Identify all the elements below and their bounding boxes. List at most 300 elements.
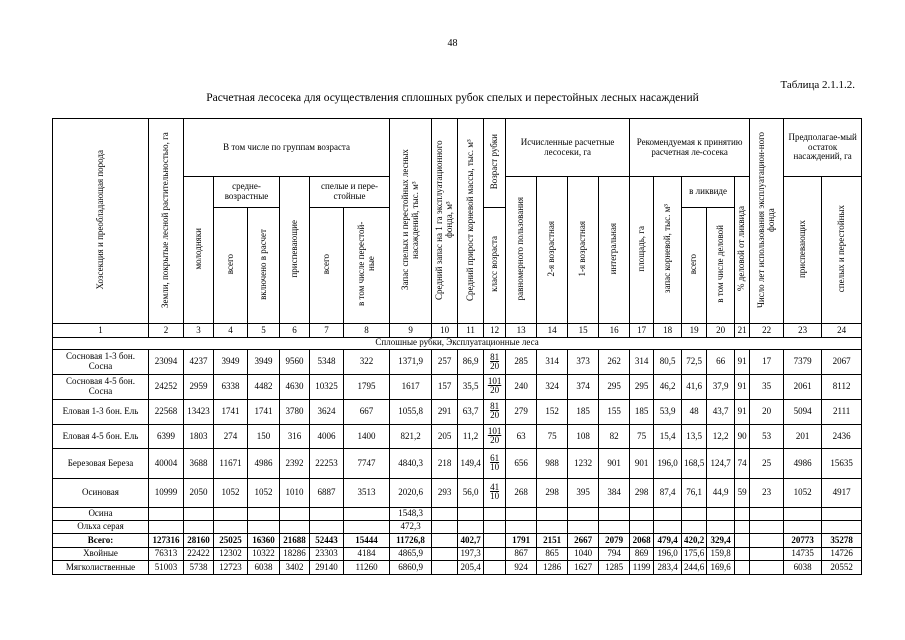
table-cell: 472,3 xyxy=(390,520,432,533)
table-cell: 197,3 xyxy=(458,547,484,560)
column-number: 14 xyxy=(537,324,568,337)
table-cell xyxy=(599,520,630,533)
table-cell: 314 xyxy=(630,350,654,375)
age-class-denominator: 20 xyxy=(490,360,500,371)
row-label: Ольха серая xyxy=(53,520,149,533)
table-cell: 91 xyxy=(735,399,750,424)
table-cell: 8112 xyxy=(822,374,862,399)
table-cell xyxy=(184,520,214,533)
table-cell: 14735 xyxy=(784,547,822,560)
column-number: 22 xyxy=(750,324,784,337)
column-number: 13 xyxy=(506,324,537,337)
table-cell: 1040 xyxy=(568,547,599,560)
table-cell: 3688 xyxy=(184,449,214,478)
header-prispevayushchie: приспевающие xyxy=(280,177,310,324)
table-cell: 1791 xyxy=(506,534,537,547)
table-cell: 2067 xyxy=(822,350,862,375)
table-cell: 6399 xyxy=(149,424,184,449)
column-number: 4 xyxy=(214,324,248,337)
table-cell: 1232 xyxy=(568,449,599,478)
table-cell xyxy=(707,520,735,533)
table-cell xyxy=(735,507,750,520)
header-srednevozrastnye: средне-возрастные xyxy=(214,177,280,208)
table-cell: 29140 xyxy=(310,561,344,575)
row-label: Еловая 1-3 бон. Ель xyxy=(53,399,149,424)
table-cell xyxy=(310,520,344,533)
section-label: Сплошные рубки, Эксплуатационные леса xyxy=(53,337,862,349)
row-label: Осиновая xyxy=(53,478,149,507)
table-cell: 23094 xyxy=(149,350,184,375)
table-cell: 262 xyxy=(599,350,630,375)
column-number: 21 xyxy=(735,324,750,337)
table-cell: 4630 xyxy=(280,374,310,399)
column-number: 10 xyxy=(432,324,458,337)
table-cell: 53 xyxy=(750,424,784,449)
table-cell: 2020,6 xyxy=(390,478,432,507)
header-sv-vsego: всего xyxy=(214,208,248,324)
table-cell: 479,4 xyxy=(654,534,682,547)
table-cell: 1052 xyxy=(248,478,280,507)
table-cell: 22422 xyxy=(184,547,214,560)
table-cell: 298 xyxy=(630,478,654,507)
table-cell: 9560 xyxy=(280,350,310,375)
table-cell xyxy=(735,561,750,575)
table-cell xyxy=(458,507,484,520)
column-number: 15 xyxy=(568,324,599,337)
table-cell: 168,5 xyxy=(682,449,707,478)
row-label: Сосновая 1-3 бон. Сосна xyxy=(53,350,149,375)
table-cell: 293 xyxy=(432,478,458,507)
table-cell: 4986 xyxy=(784,449,822,478)
age-fraction xyxy=(488,377,502,395)
table-cell: 3513 xyxy=(344,478,390,507)
table-cell: 2061 xyxy=(784,374,822,399)
table-cell: 13,5 xyxy=(682,424,707,449)
table-cell: 41,6 xyxy=(682,374,707,399)
table-cell: 91 xyxy=(735,374,750,399)
header-ploshchad: площадь, га xyxy=(630,177,654,324)
table-cell: 3780 xyxy=(280,399,310,424)
table-cell: 205 xyxy=(432,424,458,449)
table-cell: 152 xyxy=(537,399,568,424)
table-cell: 185 xyxy=(568,399,599,424)
header-perestoynye: в том числе перестой-ные xyxy=(344,208,390,324)
header-delovoy: в том числе деловой xyxy=(707,208,735,324)
table-cell: 4865,9 xyxy=(390,547,432,560)
age-class-denominator: 10 xyxy=(490,462,500,473)
table-cell: 76313 xyxy=(149,547,184,560)
header-molodnyaki: молодняки xyxy=(184,177,214,324)
table-cell: 865 xyxy=(537,547,568,560)
table-cell: 1055,8 xyxy=(390,399,432,424)
header-integralnaya: интегральная xyxy=(599,177,630,324)
table-cell xyxy=(184,507,214,520)
table-cell xyxy=(432,534,458,547)
table-cell: 18286 xyxy=(280,547,310,560)
extra-row xyxy=(53,507,862,520)
table-cell xyxy=(149,520,184,533)
table-cell: 1627 xyxy=(568,561,599,575)
table-cell: 196,0 xyxy=(654,449,682,478)
age-class-cell xyxy=(484,478,506,507)
header-ostatok: Предполагае-мый остаток насаждений, га xyxy=(784,119,862,177)
data-row xyxy=(53,350,862,375)
age-class-numerator: 101 xyxy=(487,376,502,387)
table-cell: 12723 xyxy=(214,561,248,575)
table-cell: 794 xyxy=(599,547,630,560)
table-cell: 4986 xyxy=(248,449,280,478)
header-klass-vozrasta: класс возраста xyxy=(484,208,506,324)
table-cell: 22253 xyxy=(310,449,344,478)
data-row xyxy=(53,424,862,449)
table-cell: 1803 xyxy=(184,424,214,449)
table-cell: 16360 xyxy=(248,534,280,547)
header-hozsekciya: Хозсекция и преобладающая порода xyxy=(53,119,149,324)
table-cell xyxy=(822,520,862,533)
age-class-cell xyxy=(484,547,506,560)
table-cell xyxy=(280,507,310,520)
table-cell xyxy=(750,520,784,533)
table-cell: 1617 xyxy=(390,374,432,399)
table-cell: 279 xyxy=(506,399,537,424)
table-cell: 37,9 xyxy=(707,374,735,399)
table-cell: 6038 xyxy=(248,561,280,575)
table-cell: 196,0 xyxy=(654,547,682,560)
row-label: Березовая Береза xyxy=(53,449,149,478)
table-cell: 4237 xyxy=(184,350,214,375)
table-cell: 2079 xyxy=(599,534,630,547)
table-cell xyxy=(735,547,750,560)
table-cell: 298 xyxy=(537,478,568,507)
table-cell: 48 xyxy=(682,399,707,424)
row-label: Всего: xyxy=(53,534,149,547)
column-number: 6 xyxy=(280,324,310,337)
header-vklyucheno: включено в расчет xyxy=(248,208,280,324)
header-sredniy-zapas: Средний запас на 1 га эксплуатационного фонда, м³ xyxy=(432,119,458,324)
table-cell: 1795 xyxy=(344,374,390,399)
table-cell xyxy=(822,507,862,520)
age-class-denominator: 20 xyxy=(490,385,500,396)
table-cell: 1285 xyxy=(599,561,630,575)
table-cell: 20 xyxy=(750,399,784,424)
age-fraction xyxy=(490,353,499,371)
table-title: Расчетная лесосека для осуществления сплошных рубок спелых и перестойных лесных насаждений xyxy=(206,92,699,104)
table-cell: 6038 xyxy=(784,561,822,575)
header-procent-delovoy: % деловой от ликвида xyxy=(735,177,750,324)
table-cell xyxy=(750,547,784,560)
table-cell: 1548,3 xyxy=(390,507,432,520)
table-cell: 35278 xyxy=(822,534,862,547)
age-class-denominator: 10 xyxy=(490,491,500,502)
table-cell: 86,9 xyxy=(458,350,484,375)
extra-row xyxy=(53,520,862,533)
column-number: 18 xyxy=(654,324,682,337)
table-cell: 5738 xyxy=(184,561,214,575)
header-prispevayushchih: приспевающих xyxy=(784,177,822,324)
table-cell: 373 xyxy=(568,350,599,375)
table-cell: 283,4 xyxy=(654,561,682,575)
table-cell: 395 xyxy=(568,478,599,507)
age-class-cell xyxy=(484,561,506,575)
column-number: 23 xyxy=(784,324,822,337)
table-cell: 159,8 xyxy=(707,547,735,560)
table-cell: 63,7 xyxy=(458,399,484,424)
header-sredniy-prirost: Средний прирост корневой массы, тыс. м³ xyxy=(458,119,484,324)
table-cell: 901 xyxy=(630,449,654,478)
header-ischislennye: Исчисленные расчетные лесосеки, га xyxy=(506,119,630,177)
table-cell: 5094 xyxy=(784,399,822,424)
table-cell: 63 xyxy=(506,424,537,449)
table-cell: 22568 xyxy=(149,399,184,424)
table-cell: 72,5 xyxy=(682,350,707,375)
table-cell xyxy=(432,561,458,575)
table-cell xyxy=(214,520,248,533)
table-cell xyxy=(506,520,537,533)
table-cell: 12,2 xyxy=(707,424,735,449)
table-cell: 66 xyxy=(707,350,735,375)
table-cell: 15444 xyxy=(344,534,390,547)
table-cell xyxy=(248,507,280,520)
table-cell: 7379 xyxy=(784,350,822,375)
table-cell: 24252 xyxy=(149,374,184,399)
table-cell: 420,2 xyxy=(682,534,707,547)
table-cell: 268 xyxy=(506,478,537,507)
table-cell: 5348 xyxy=(310,350,344,375)
table-cell: 74 xyxy=(735,449,750,478)
data-row xyxy=(53,478,862,507)
row-label: Еловая 4-5 бон. Ель xyxy=(53,424,149,449)
page-number: 48 xyxy=(447,38,458,49)
table-cell xyxy=(149,507,184,520)
column-number: 11 xyxy=(458,324,484,337)
table-cell: 6887 xyxy=(310,478,344,507)
table-cell xyxy=(735,520,750,533)
table-cell: 3624 xyxy=(310,399,344,424)
table-cell: 322 xyxy=(344,350,390,375)
data-row xyxy=(53,399,862,424)
header-zapas-spelyh: Запас спелых и перестойных лесных насаждений, тыс. м³ xyxy=(390,119,432,324)
table-cell: 869 xyxy=(630,547,654,560)
table-cell: 7747 xyxy=(344,449,390,478)
table-cell: 4184 xyxy=(344,547,390,560)
column-number: 19 xyxy=(682,324,707,337)
age-class-cell xyxy=(484,534,506,547)
table-cell: 201 xyxy=(784,424,822,449)
table-cell: 17 xyxy=(750,350,784,375)
header-spelye-perestoynye: спелые и пере-стойные xyxy=(310,177,390,208)
table-cell: 15635 xyxy=(822,449,862,478)
age-fraction xyxy=(490,454,499,472)
table-cell xyxy=(214,507,248,520)
table-cell: 1371,9 xyxy=(390,350,432,375)
table-cell: 4840,3 xyxy=(390,449,432,478)
header-spelyh-perestoynyh: спелых и перестойных xyxy=(822,177,862,324)
column-number: 24 xyxy=(822,324,862,337)
table-cell: 2667 xyxy=(568,534,599,547)
table-cell: 295 xyxy=(599,374,630,399)
table-cell: 1052 xyxy=(214,478,248,507)
column-numbers-row xyxy=(53,324,862,337)
table-cell: 1286 xyxy=(537,561,568,575)
table-cell: 324 xyxy=(537,374,568,399)
age-class-numerator: 101 xyxy=(487,426,502,437)
table-cell xyxy=(750,507,784,520)
header-2-vozrastnaya: 2-я возрастная xyxy=(537,177,568,324)
table-cell xyxy=(344,507,390,520)
table-cell: 53,9 xyxy=(654,399,682,424)
table-cell: 2111 xyxy=(822,399,862,424)
table-cell xyxy=(537,507,568,520)
table-cell xyxy=(568,520,599,533)
table-cell: 402,7 xyxy=(458,534,484,547)
header-sp-vsego: всего xyxy=(310,208,344,324)
table-cell: 43,7 xyxy=(707,399,735,424)
table-cell: 15,4 xyxy=(654,424,682,449)
column-number: 17 xyxy=(630,324,654,337)
column-number: 8 xyxy=(344,324,390,337)
table-cell: 205,4 xyxy=(458,561,484,575)
table-cell: 35 xyxy=(750,374,784,399)
table-cell: 56,0 xyxy=(458,478,484,507)
lesoseka-table xyxy=(52,118,862,575)
table-cell: 90 xyxy=(735,424,750,449)
table-cell xyxy=(750,534,784,547)
total-row xyxy=(53,534,862,547)
table-cell: 218 xyxy=(432,449,458,478)
table-cell xyxy=(599,507,630,520)
table-cell: 4482 xyxy=(248,374,280,399)
table-cell: 40004 xyxy=(149,449,184,478)
table-cell: 11671 xyxy=(214,449,248,478)
table-cell: 157 xyxy=(432,374,458,399)
table-cell: 1010 xyxy=(280,478,310,507)
age-fraction xyxy=(490,402,499,420)
table-cell: 108 xyxy=(568,424,599,449)
header-chislo-let: Число лет использования эксплуатацион-ного фонда xyxy=(750,119,784,324)
table-cell: 244,6 xyxy=(682,561,707,575)
table-cell xyxy=(682,520,707,533)
table-cell: 149,4 xyxy=(458,449,484,478)
table-cell: 46,2 xyxy=(654,374,682,399)
table-cell: 124,7 xyxy=(707,449,735,478)
table-cell: 274 xyxy=(214,424,248,449)
table-cell: 11726,8 xyxy=(390,534,432,547)
age-fraction xyxy=(488,427,502,445)
age-class-cell xyxy=(484,350,506,375)
table-cell: 23303 xyxy=(310,547,344,560)
table-cell: 169,6 xyxy=(707,561,735,575)
column-number: 1 xyxy=(53,324,149,337)
row-label: Хвойные xyxy=(53,547,149,560)
row-label: Сосновая 4-5 бон. Сосна xyxy=(53,374,149,399)
age-class-cell xyxy=(484,424,506,449)
table-cell: 2151 xyxy=(537,534,568,547)
column-number: 9 xyxy=(390,324,432,337)
table-cell: 384 xyxy=(599,478,630,507)
table-cell: 10999 xyxy=(149,478,184,507)
age-class-cell xyxy=(484,399,506,424)
age-class-cell xyxy=(484,374,506,399)
table-cell: 150 xyxy=(248,424,280,449)
table-cell: 316 xyxy=(280,424,310,449)
table-cell: 21688 xyxy=(280,534,310,547)
age-class-numerator: 41 xyxy=(490,482,500,493)
header-ravnomernogo: равномерного пользования xyxy=(506,177,537,324)
row-label: Осина xyxy=(53,507,149,520)
table-cell: 44,9 xyxy=(707,478,735,507)
table-cell: 28160 xyxy=(184,534,214,547)
table-cell xyxy=(537,520,568,533)
column-number: 7 xyxy=(310,324,344,337)
table-cell xyxy=(630,507,654,520)
table-cell: 291 xyxy=(432,399,458,424)
age-class-cell xyxy=(484,520,506,533)
table-cell: 175,6 xyxy=(682,547,707,560)
age-class-cell xyxy=(484,449,506,478)
table-cell xyxy=(735,534,750,547)
table-cell: 3402 xyxy=(280,561,310,575)
table-cell: 667 xyxy=(344,399,390,424)
data-row xyxy=(53,374,862,399)
table-cell: 11,2 xyxy=(458,424,484,449)
table-cell xyxy=(432,507,458,520)
table-cell xyxy=(432,520,458,533)
column-number: 16 xyxy=(599,324,630,337)
table-cell: 12302 xyxy=(214,547,248,560)
table-cell: 20552 xyxy=(822,561,862,575)
header-age-groups: В том числе по группам возраста xyxy=(184,119,390,177)
table-cell: 257 xyxy=(432,350,458,375)
header-zemli: Земли, покрытые лесной растительностью, га xyxy=(149,119,184,324)
table-cell xyxy=(784,507,822,520)
table-cell: 23 xyxy=(750,478,784,507)
table-cell: 91 xyxy=(735,350,750,375)
table-cell: 35,5 xyxy=(458,374,484,399)
table-cell: 3949 xyxy=(248,350,280,375)
age-class-cell xyxy=(484,507,506,520)
age-class-numerator: 61 xyxy=(490,453,500,464)
table-cell: 2436 xyxy=(822,424,862,449)
table-cell: 75 xyxy=(537,424,568,449)
table-cell: 314 xyxy=(537,350,568,375)
column-number: 3 xyxy=(184,324,214,337)
table-cell: 4006 xyxy=(310,424,344,449)
table-cell: 988 xyxy=(537,449,568,478)
table-cell: 1199 xyxy=(630,561,654,575)
table-cell: 59 xyxy=(735,478,750,507)
table-cell xyxy=(630,520,654,533)
table-cell: 2392 xyxy=(280,449,310,478)
table-cell xyxy=(280,520,310,533)
table-cell: 2068 xyxy=(630,534,654,547)
table-cell: 821,2 xyxy=(390,424,432,449)
row-label: Мягколиственные xyxy=(53,561,149,575)
age-class-denominator: 20 xyxy=(490,435,500,446)
table-cell: 52443 xyxy=(310,534,344,547)
table-cell xyxy=(654,507,682,520)
header-1-vozrastnaya: 1-я возрастная xyxy=(568,177,599,324)
table-cell: 1741 xyxy=(214,399,248,424)
table-cell: 2050 xyxy=(184,478,214,507)
table-cell: 127316 xyxy=(149,534,184,547)
table-cell: 20773 xyxy=(784,534,822,547)
table-cell: 87,4 xyxy=(654,478,682,507)
age-fraction xyxy=(490,483,499,501)
table-cell: 924 xyxy=(506,561,537,575)
table-cell: 656 xyxy=(506,449,537,478)
sub-row xyxy=(53,547,862,560)
table-cell: 76,1 xyxy=(682,478,707,507)
